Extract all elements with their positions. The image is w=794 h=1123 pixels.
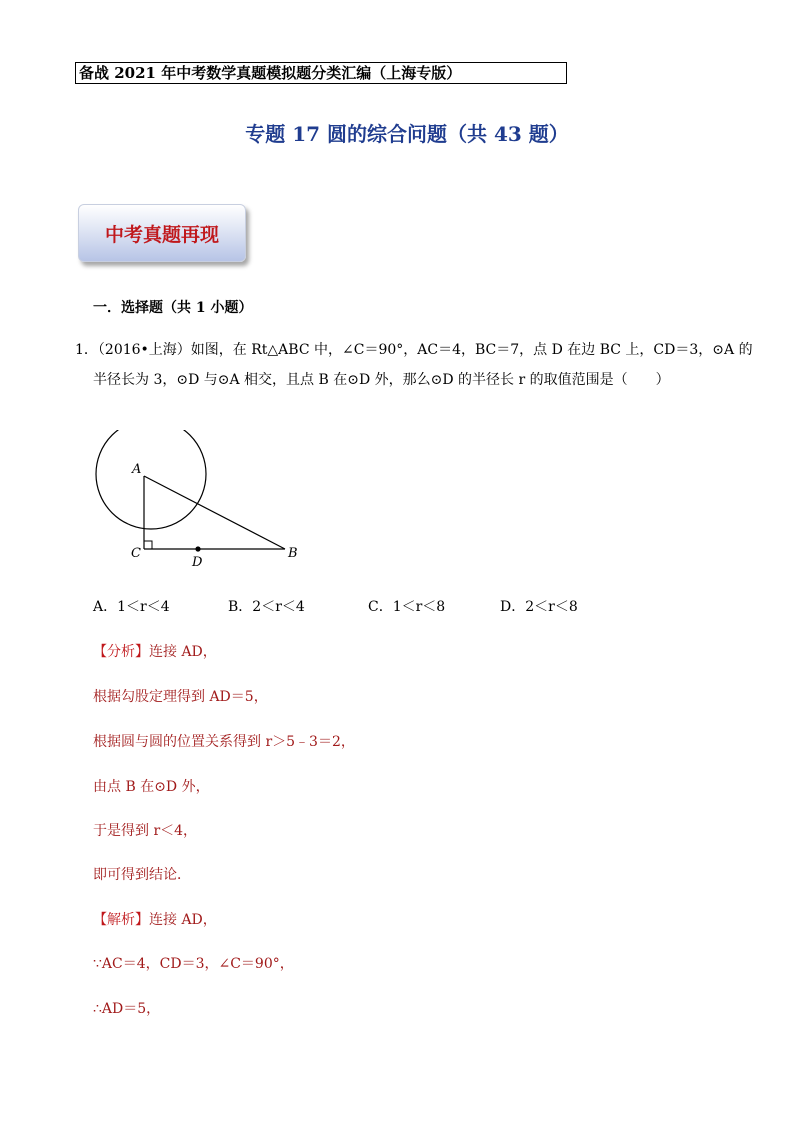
choice-b: B．2＜r＜4 (228, 599, 305, 615)
answer-line-1 (93, 909, 217, 929)
answer-line-3: ∴AD＝5， (93, 1001, 161, 1017)
series-title: 备战 2021 年中考数学真题模拟题分类汇编（上海专版） (79, 64, 462, 82)
answer-line-2: ∵AC＝4，CD＝3，∠C＝90°， (93, 956, 294, 972)
question-text-line-1: 1．（2016•上海）如图，在 Rt△ABC 中，∠C＝90°，AC＝4，BC＝7，点 D 在边 BC 上，CD＝3，⊙A 的 (75, 342, 753, 358)
choice-c: C．1＜r＜8 (368, 599, 446, 615)
analysis-line-6: 即可得到结论． (93, 867, 191, 883)
choice-a: A．1＜r＜4 (93, 599, 170, 615)
label-d: D (192, 555, 203, 570)
analysis-tag: 【分析】 (93, 644, 149, 660)
section-badge (78, 204, 246, 262)
triangle-circle-diagram (85, 430, 315, 575)
geometry-figure (85, 430, 315, 579)
answer-text-1: 连接 AD， (149, 912, 217, 928)
topic-title: 专题 17 圆的综合问题（共 43 题） (245, 122, 569, 146)
analysis-line-4: 由点 B 在⊙D 外， (93, 779, 210, 795)
right-angle-mark (144, 541, 152, 549)
point-d (195, 546, 200, 551)
label-c: C (131, 546, 141, 561)
choice-d: D．2＜r＜8 (500, 599, 578, 615)
question-text-line-2: 半径长为 3，⊙D 与⊙A 相交，且点 B 在⊙D 外，那么⊙D 的半径长 r 的取值范围是（ ） (93, 372, 670, 388)
section-badge-label: 中考真题再现 (104, 224, 219, 246)
segment-ab (144, 476, 285, 549)
analysis-line-1 (93, 641, 217, 661)
analysis-line-3: 根据圆与圆的位置关系得到 r＞5﹣3＝2， (93, 734, 355, 750)
question-type-heading: 一．选择题（共 1 小题） (93, 300, 253, 316)
analysis-line-5: 于是得到 r＜4， (93, 823, 198, 839)
series-title-box (75, 62, 567, 84)
label-a: A (132, 462, 142, 477)
label-b: B (288, 546, 298, 561)
analysis-line-2: 根据勾股定理得到 AD＝5， (93, 689, 268, 705)
analysis-text-1: 连接 AD， (149, 644, 217, 660)
answer-tag: 【解析】 (93, 912, 149, 928)
